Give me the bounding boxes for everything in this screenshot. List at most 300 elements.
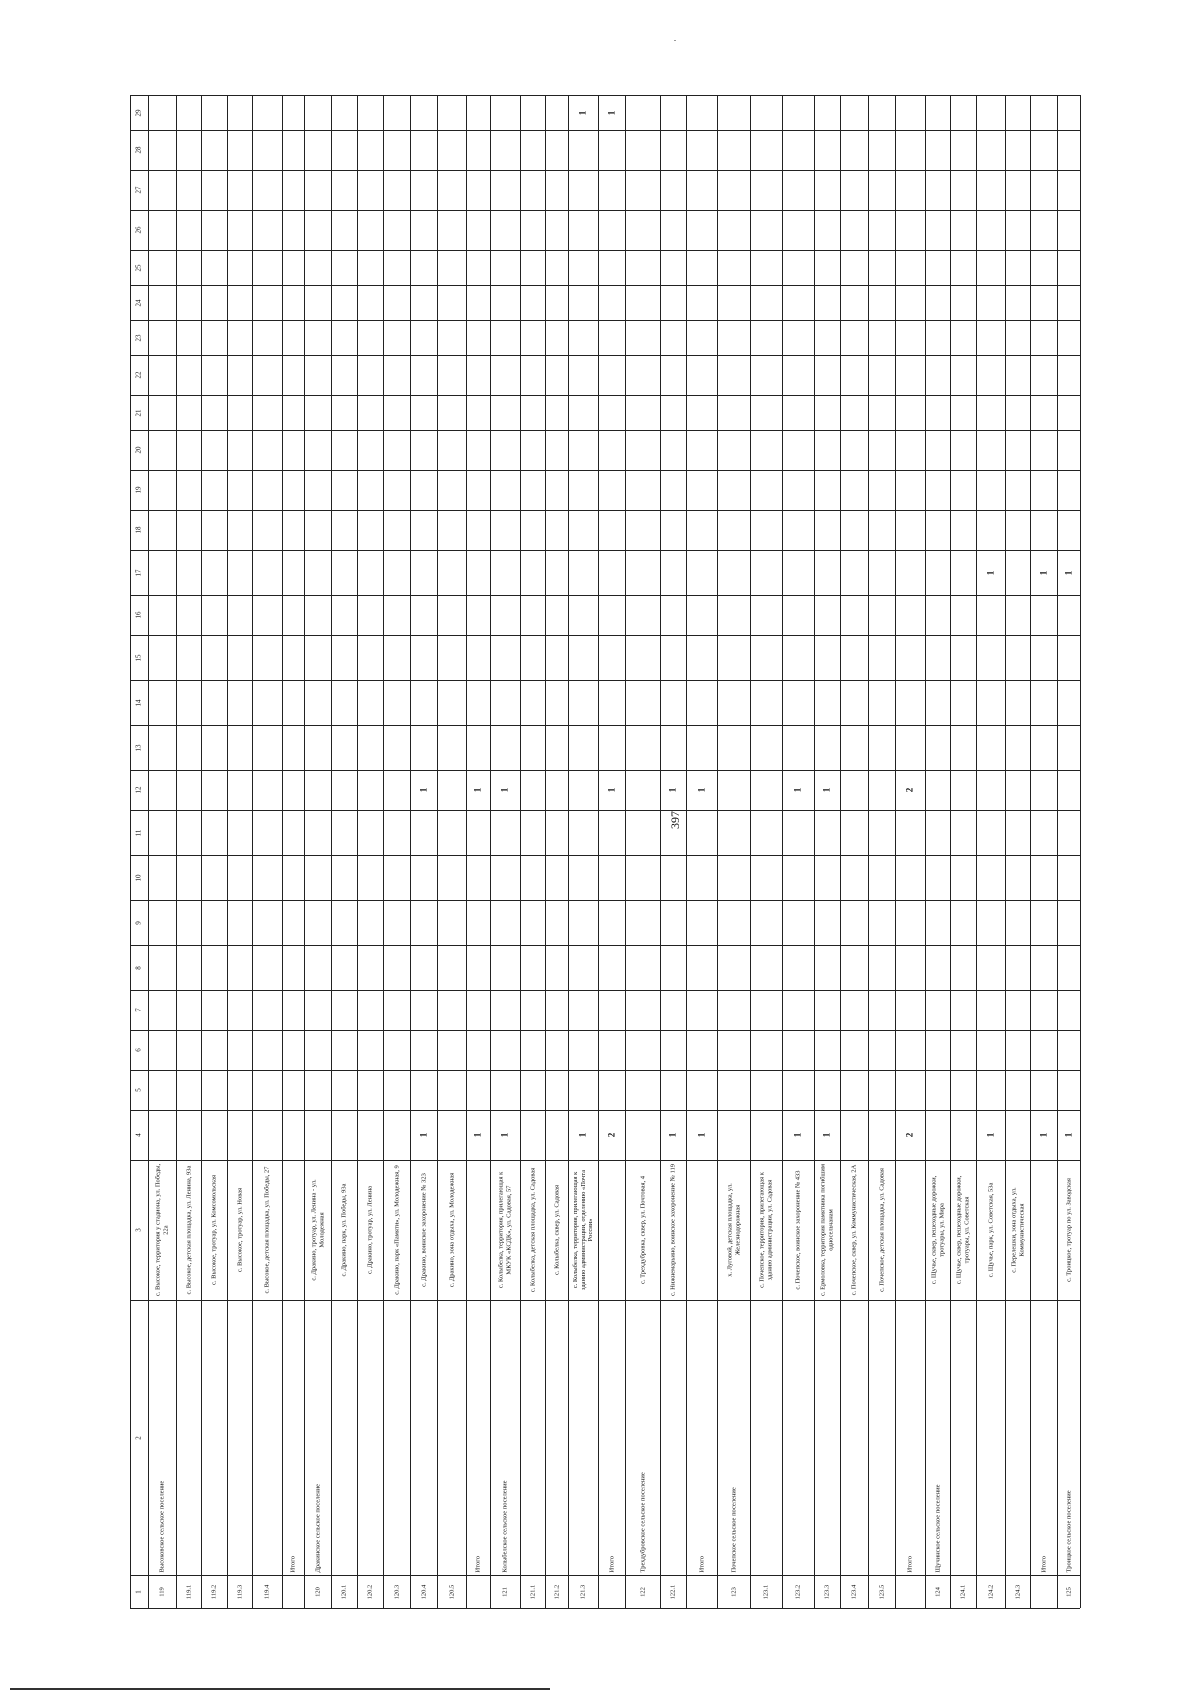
settlement-name: Троицкое сельское поселение [1064, 1489, 1072, 1572]
value-cell [976, 550, 1005, 595]
column-header-label: 10 [134, 874, 143, 881]
column-header-label: 21 [134, 409, 143, 416]
value-cell [686, 770, 717, 810]
object-cell [950, 1160, 976, 1300]
grid-line [130, 635, 1080, 636]
object-description: с. Колыбелка, сквер, ул. Садовая [552, 1184, 560, 1276]
column-header-label: 15 [134, 654, 143, 661]
grid-line [130, 810, 1080, 811]
row-number: 123.4 [850, 1584, 858, 1599]
row-number: 119.4 [263, 1584, 271, 1599]
cell-value: 1 [1037, 1132, 1048, 1138]
value-cell [410, 770, 437, 810]
column-header [130, 990, 148, 1030]
cell-value: 1 [984, 570, 995, 575]
column-header [130, 810, 148, 855]
cell-value: 1 [472, 1132, 483, 1138]
row-number-cell [976, 1575, 1005, 1608]
row-number-cell [466, 1575, 490, 1608]
settlement-name: Итого [906, 1555, 914, 1572]
grid-line [130, 130, 1080, 131]
settlement-name: Щучинское сельское поселение [933, 1484, 941, 1572]
column-header-label: 14 [134, 699, 143, 706]
cell-value: 1 [695, 787, 706, 793]
row-number: 124 [933, 1586, 941, 1597]
object-cell [227, 1160, 252, 1300]
column-header [130, 1070, 148, 1110]
value-cell [814, 1110, 840, 1160]
value-cell [490, 1110, 520, 1160]
object-description: с. Дракино, зона отдыха, ул. Молодежная [447, 1172, 455, 1288]
settlement-cell [227, 1300, 252, 1575]
settlement-name: Почепское сельское поселение [729, 1486, 737, 1572]
object-description: с. Дракино, тротуар, ул. Ленина [366, 1186, 374, 1274]
row-number: 121 [501, 1586, 509, 1597]
row-number-cell [750, 1575, 782, 1608]
column-header-label: 19 [134, 486, 143, 494]
cell-value: 1 [417, 787, 428, 793]
grid-line [130, 900, 1080, 901]
value-cell [466, 770, 490, 810]
object-cell [176, 1160, 201, 1300]
cell-value: 1 [984, 1132, 995, 1138]
settlement-cell [304, 1300, 331, 1575]
row-number-cell [1030, 1575, 1057, 1608]
cell-value: 1 [1062, 1132, 1073, 1138]
settlement-cell [814, 1300, 840, 1575]
column-header-label: 5 [134, 1088, 143, 1092]
column-header [130, 945, 148, 990]
column-header [130, 250, 148, 285]
column-header-label: 28 [134, 146, 143, 154]
cell-value: 2 [605, 1132, 616, 1138]
column-header [130, 1160, 148, 1300]
cell-value: 1 [605, 787, 616, 793]
settlement-cell [598, 1300, 625, 1575]
row-number-cell [660, 1575, 686, 1608]
settlement-cell [201, 1300, 227, 1575]
cell-value: 1 [472, 787, 483, 793]
settlement-cell [410, 1300, 437, 1575]
row-number: 120.3 [392, 1584, 400, 1599]
object-description: с. Трехдубровка, сквер, ул. Почтовая, 4 [638, 1175, 646, 1285]
settlement-cell [1057, 1300, 1080, 1575]
row-number-cell [176, 1575, 201, 1608]
column-header-label: 20 [134, 446, 143, 454]
column-header [130, 1110, 148, 1160]
cell-value: 1 [417, 1132, 428, 1138]
row-number: 124.3 [1013, 1584, 1021, 1599]
row-number-cell [925, 1575, 950, 1608]
object-cell [1057, 1160, 1080, 1300]
settlement-cell [782, 1300, 814, 1575]
settlement-cell [625, 1300, 660, 1575]
column-header-label: 17 [134, 569, 143, 576]
object-description: с. Высокое, тротуар, ул. Новая [235, 1187, 243, 1273]
column-header-label: 13 [134, 744, 143, 751]
cell-value: 1 [821, 1132, 832, 1138]
row-number-cell [1005, 1575, 1030, 1608]
settlement-cell [1030, 1300, 1057, 1575]
cell-value: 1 [577, 110, 588, 115]
object-cell [282, 1160, 304, 1300]
value-cell [1030, 1110, 1057, 1160]
row-number-cell [383, 1575, 410, 1608]
object-cell [868, 1160, 895, 1300]
column-header [130, 1030, 148, 1070]
object-description: х. Луговой, детская площадка, ул. Железнодорожная [726, 1183, 741, 1277]
grid-line [130, 1070, 1080, 1071]
row-number: 123.2 [794, 1584, 802, 1599]
row-number-cell [895, 1575, 925, 1608]
value-cell [490, 770, 520, 810]
settlement-cell [660, 1300, 686, 1575]
column-header-label: 24 [134, 299, 143, 306]
cell-value: 2 [904, 787, 915, 793]
value-cell [598, 1110, 625, 1160]
column-header [130, 1575, 148, 1608]
grid-line [130, 855, 1080, 856]
row-number: 120.1 [340, 1584, 348, 1599]
object-description: с. Ермоловка, территория памятника погибшим односельчанам [819, 1164, 834, 1296]
row-number-cell [304, 1575, 331, 1608]
value-cell [782, 770, 814, 810]
row-number-cell [868, 1575, 895, 1608]
value-cell [895, 1110, 925, 1160]
settlement-name: Итого [697, 1555, 705, 1572]
column-header [130, 855, 148, 900]
settlement-cell [357, 1300, 383, 1575]
settlement-name: Высоковское сельское поселение [158, 1480, 166, 1572]
row-number-cell [686, 1575, 717, 1608]
column-header-label: 27 [134, 186, 143, 194]
grid-line [130, 510, 1080, 511]
grid-line [130, 1030, 1080, 1031]
column-header-label: 6 [134, 1048, 143, 1052]
value-cell [895, 770, 925, 810]
row-number: 121.1 [528, 1584, 536, 1599]
row-number-cell [545, 1575, 568, 1608]
grid-line [130, 395, 1080, 396]
object-description: с. Почепское, сквер, ул. Коммунистическая, 2А [850, 1164, 858, 1296]
cell-value: 1 [499, 787, 510, 793]
row-number: 124.2 [986, 1584, 994, 1599]
object-cell [925, 1160, 950, 1300]
settlement-cell [686, 1300, 717, 1575]
row-number-cell [227, 1575, 252, 1608]
column-header [130, 285, 148, 320]
grid-line [130, 250, 1080, 251]
column-header [130, 470, 148, 510]
column-header [130, 900, 148, 945]
settlement-cell [331, 1300, 357, 1575]
value-cell [976, 1110, 1005, 1160]
row-number-cell [410, 1575, 437, 1608]
object-cell [750, 1160, 782, 1300]
column-header-label: 26 [134, 226, 143, 234]
object-description: с. Троицкое, тротуар по ул. Заводская [1064, 1178, 1072, 1282]
cell-value: 1 [821, 787, 832, 793]
object-description: с. Высокое, тротуар, ул. Комсомольская [210, 1175, 218, 1285]
grid-line [1080, 95, 1081, 1608]
settlement-cell [383, 1300, 410, 1575]
column-header-label: 25 [134, 264, 143, 271]
row-number: 119.1 [184, 1584, 192, 1599]
column-header [130, 320, 148, 355]
row-number: 120.5 [447, 1584, 455, 1599]
object-cell [490, 1160, 520, 1300]
row-number: 123.5 [877, 1584, 885, 1599]
column-header [130, 355, 148, 395]
object-cell [660, 1160, 686, 1300]
settlement-cell [520, 1300, 545, 1575]
column-header-label: 12 [134, 786, 143, 794]
row-number: 122 [638, 1586, 646, 1597]
row-number: 123.3 [823, 1584, 831, 1599]
cell-value: 1 [667, 787, 678, 793]
settlement-cell [750, 1300, 782, 1575]
value-cell [814, 770, 840, 810]
settlement-cell [252, 1300, 282, 1575]
row-number: 123.1 [762, 1584, 770, 1599]
object-cell [437, 1160, 466, 1300]
row-number: 123 [729, 1586, 737, 1597]
row-number-cell [520, 1575, 545, 1608]
cell-value: 1 [695, 1132, 706, 1138]
row-number-cell [598, 1575, 625, 1608]
column-header [130, 1300, 148, 1575]
grid-line [130, 355, 1080, 356]
cell-value: 1 [577, 1132, 588, 1138]
row-number-cell [490, 1575, 520, 1608]
settlement-name: Трехдубровское сельское поселение [638, 1471, 646, 1572]
value-cell [568, 1110, 598, 1160]
object-description: с. Высокое, детская площадка, ул. Победы, 27 [263, 1166, 271, 1294]
settlement-name: Итого [289, 1555, 297, 1572]
object-description: с. Щучье, парк, ул. Советская, 53а [986, 1182, 994, 1278]
row-number: 124.1 [959, 1584, 967, 1599]
column-header [130, 550, 148, 595]
cell-value: 1 [792, 787, 803, 793]
column-header [130, 725, 148, 770]
object-cell [466, 1160, 490, 1300]
column-header-label: 23 [134, 334, 143, 341]
cell-value: 1 [605, 110, 616, 115]
object-cell [814, 1160, 840, 1300]
object-cell [331, 1160, 357, 1300]
column-header [130, 210, 148, 250]
object-description: с. Колыбелка, территория, прилегающая к зданию администрации, отделению «Почта России» [571, 1169, 594, 1291]
grid-line [130, 725, 1080, 726]
settlement-cell [490, 1300, 520, 1575]
object-cell [148, 1160, 176, 1300]
column-header [130, 595, 148, 635]
page-number: 397 [668, 811, 682, 829]
object-cell [357, 1160, 383, 1300]
row-number: 122.1 [669, 1584, 677, 1599]
object-description: с. Высокое, территория у стадиона, ул. Победы, 22а [154, 1163, 169, 1297]
grid-line [130, 170, 1080, 171]
object-cell [686, 1160, 717, 1300]
object-cell [383, 1160, 410, 1300]
grid-line [130, 285, 1080, 286]
row-number: 120.2 [366, 1584, 374, 1599]
cell-value: 1 [792, 1132, 803, 1138]
column-header-label: 3 [134, 1228, 143, 1232]
row-number-cell [252, 1575, 282, 1608]
column-header [130, 635, 148, 680]
column-header [130, 95, 148, 130]
row-number-cell [625, 1575, 660, 1608]
object-description: с. Дракино, парк, ул. Победы, 93а [340, 1183, 348, 1277]
grid-line [130, 210, 1080, 211]
row-number-cell [1057, 1575, 1080, 1608]
column-header [130, 395, 148, 430]
settlement-cell [545, 1300, 568, 1575]
column-header-label: 29 [134, 109, 143, 116]
column-header-label: 2 [134, 1435, 143, 1440]
row-number-cell [331, 1575, 357, 1608]
settlement-cell [437, 1300, 466, 1575]
object-description: с. Нижнемарьино, воинское захоронение № 119 [669, 1164, 677, 1296]
row-number-cell [717, 1575, 750, 1608]
object-description: с. Дракино, тротуар, ул. Ленина - ул. Молодежная [310, 1179, 325, 1281]
row-number-cell [568, 1575, 598, 1608]
settlement-name: Итого [1039, 1555, 1047, 1572]
value-cell [782, 1110, 814, 1160]
object-cell [976, 1160, 1005, 1300]
row-number-cell [840, 1575, 868, 1608]
column-header-label: 18 [134, 526, 143, 534]
object-description: с. Перелешки, зона отдыха, ул. Коммунистическая [1010, 1187, 1025, 1273]
column-header [130, 170, 148, 210]
object-cell [782, 1160, 814, 1300]
row-number: 121.2 [552, 1584, 560, 1599]
object-cell [895, 1160, 925, 1300]
cell-value: 1 [1062, 570, 1073, 575]
row-number-cell [357, 1575, 383, 1608]
settlement-name: Итого [607, 1555, 615, 1572]
value-cell [1057, 1110, 1080, 1160]
object-cell [1030, 1160, 1057, 1300]
grid-line [130, 595, 1080, 596]
grid-line [130, 680, 1080, 681]
grid-line [130, 320, 1080, 321]
object-description: с. Почепское, детская площадка, ул. Садовая [877, 1168, 885, 1292]
row-number: 119 [158, 1586, 166, 1597]
settlement-cell [895, 1300, 925, 1575]
row-number-cell [282, 1575, 304, 1608]
grid-line [130, 430, 1080, 431]
cell-value: 1 [1037, 570, 1048, 575]
object-cell [840, 1160, 868, 1300]
value-cell [660, 770, 686, 810]
object-description: с. Почепское, территория, прилегающая к зданию администрации, ул. Садовая [758, 1172, 773, 1288]
object-cell [252, 1160, 282, 1300]
column-header [130, 680, 148, 725]
value-cell [1030, 550, 1057, 595]
column-header-label: 11 [134, 829, 143, 836]
grid-line [130, 470, 1080, 471]
cell-value: 1 [499, 1132, 510, 1138]
grid-line [130, 945, 1080, 946]
row-number: 120 [313, 1586, 321, 1597]
value-cell [1057, 550, 1080, 595]
settlement-cell [466, 1300, 490, 1575]
object-cell [545, 1160, 568, 1300]
object-description: с. Высокое, детская площадка, ул. Ленина, 93а [184, 1165, 192, 1295]
settlement-cell [925, 1300, 950, 1575]
column-header-label: 16 [134, 611, 143, 619]
object-description: с. Дракино, парк «Памяти», ул. Молодежная, 9 [392, 1165, 400, 1295]
object-cell [717, 1160, 750, 1300]
object-cell [201, 1160, 227, 1300]
row-number-cell [437, 1575, 466, 1608]
settlement-cell [840, 1300, 868, 1575]
object-description: с. Колыбелка, детская площадка, ул. Садовая [528, 1167, 536, 1293]
cell-value: 1 [667, 1132, 678, 1138]
column-header-label: 4 [134, 1133, 143, 1137]
row-number-cell [148, 1575, 176, 1608]
object-description: с. Щучье, сквер, пешеходные дорожки, тротуары, ул. Мира [930, 1175, 945, 1285]
column-header [130, 130, 148, 170]
value-cell [410, 1110, 437, 1160]
settlement-cell [282, 1300, 304, 1575]
object-description: с. Колыбелка, территория, прилегающая к МКУК «КСДК», ул. Садовая, 57 [497, 1171, 512, 1289]
grid-line [130, 550, 1080, 551]
row-number: 125 [1064, 1586, 1072, 1597]
object-cell [568, 1160, 598, 1300]
column-header [130, 430, 148, 470]
value-cell [686, 1110, 717, 1160]
settlement-cell [976, 1300, 1005, 1575]
column-header-label: 1 [134, 1589, 143, 1594]
row-number: 121.3 [579, 1584, 587, 1599]
object-description: с. Щучье, сквер, пешеходные дорожки, тротуары, ул. Советская [955, 1175, 970, 1285]
row-number: 119.3 [235, 1584, 243, 1599]
value-cell [466, 1110, 490, 1160]
column-header [130, 770, 148, 810]
object-cell [520, 1160, 545, 1300]
column-header-label: 22 [134, 371, 143, 379]
object-description: с. Дракино, воинское захоронение № 323 [419, 1173, 427, 1287]
settlement-cell [950, 1300, 976, 1575]
row-number-cell [950, 1575, 976, 1608]
object-description: с. Почепское, воинское захоронение № 433 [794, 1170, 802, 1290]
row-number-cell [782, 1575, 814, 1608]
settlement-cell [568, 1300, 598, 1575]
settlement-cell [717, 1300, 750, 1575]
object-cell [410, 1160, 437, 1300]
object-cell [1005, 1160, 1030, 1300]
value-cell [660, 1110, 686, 1160]
object-cell [625, 1160, 660, 1300]
value-cell [598, 95, 625, 130]
settlement-cell [1005, 1300, 1030, 1575]
row-number-cell [201, 1575, 227, 1608]
row-number: 119.2 [210, 1584, 218, 1599]
scan-edge-line [10, 1688, 550, 1690]
row-number-cell [814, 1575, 840, 1608]
settlement-cell [868, 1300, 895, 1575]
settlement-cell [148, 1300, 176, 1575]
settlement-name: Итого [474, 1555, 482, 1572]
row-number: 120.4 [419, 1584, 427, 1599]
settlement-name: Колыбелское сельское поселение [501, 1479, 509, 1572]
column-header-label: 9 [134, 920, 143, 925]
grid-line [130, 990, 1080, 991]
column-header-label: 8 [134, 965, 143, 970]
